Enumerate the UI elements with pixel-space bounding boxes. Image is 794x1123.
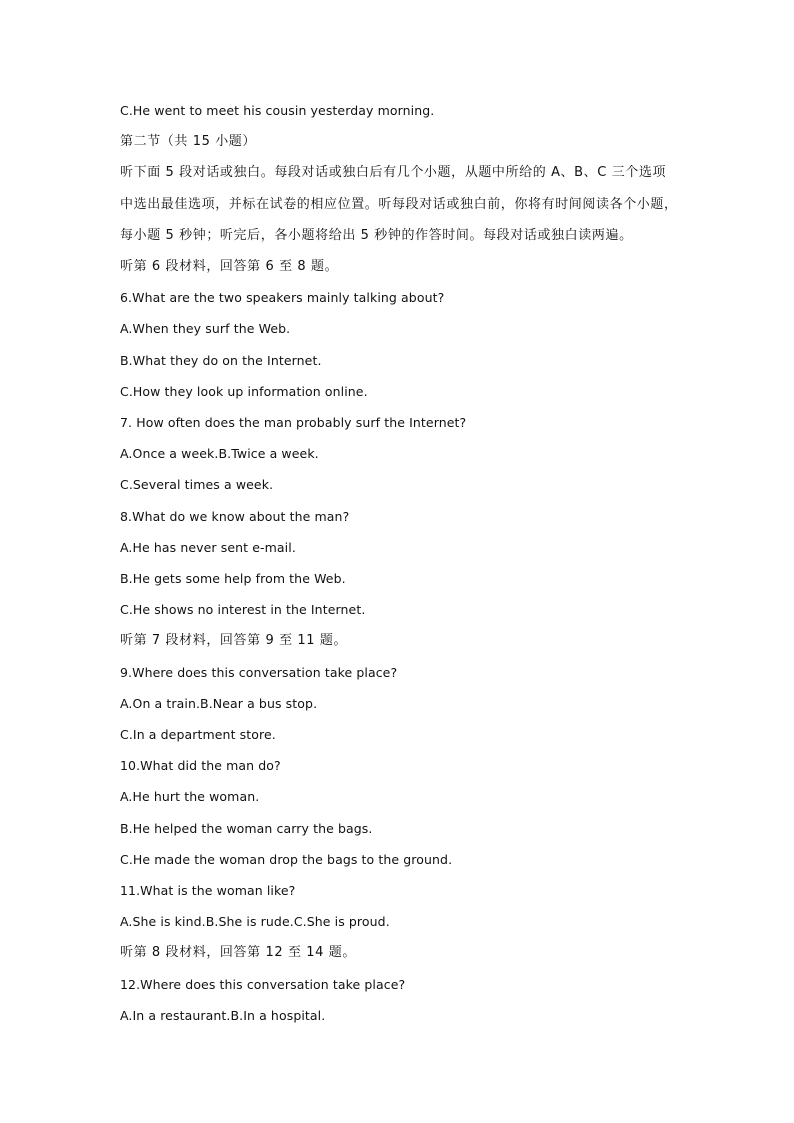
question-6: 6.What are the two speakers mainly talking about? bbox=[120, 290, 445, 305]
instructions-line-2: 中选出最佳选项，并标在试卷的相应位置。听每段对话或独白前，你将有时间阅读各个小题， bbox=[120, 197, 678, 212]
question-10: 10.What did the man do? bbox=[120, 758, 281, 773]
passage-8-heading: 听第 8 段材料，回答第 12 至 14 题。 bbox=[120, 945, 356, 960]
question-11: 11.What is the woman like? bbox=[120, 883, 296, 898]
q9-option-c: C.In a department store. bbox=[120, 727, 276, 742]
passage-7-heading: 听第 7 段材料，回答第 9 至 11 题。 bbox=[120, 633, 348, 648]
q12-options-a-b: A.In a restaurant.B.In a hospital. bbox=[120, 1008, 326, 1023]
q6-option-c: C.How they look up information online. bbox=[120, 384, 368, 399]
q10-option-a: A.He hurt the woman. bbox=[120, 789, 260, 804]
passage-6-heading: 听第 6 段材料，回答第 6 至 8 题。 bbox=[120, 259, 339, 274]
q7-option-c: C.Several times a week. bbox=[120, 477, 274, 492]
question-8: 8.What do we know about the man? bbox=[120, 509, 350, 524]
q6-option-b: B.What they do on the Internet. bbox=[120, 353, 322, 368]
q7-options-a-b: A.Once a week.B.Twice a week. bbox=[120, 446, 319, 461]
question-7: 7. How often does the man probably surf the Internet? bbox=[120, 415, 467, 430]
q8-option-c: C.He shows no interest in the Internet. bbox=[120, 602, 366, 617]
q9-options-a-b: A.On a train.B.Near a bus stop. bbox=[120, 696, 318, 711]
q8-option-b: B.He gets some help from the Web. bbox=[120, 571, 346, 586]
q10-option-c: C.He made the woman drop the bags to the ground. bbox=[120, 852, 453, 867]
section-two-heading: 第二节（共 15 小题） bbox=[120, 134, 257, 149]
q11-options: A.She is kind.B.She is rude.C.She is proud. bbox=[120, 914, 390, 929]
q10-option-b: B.He helped the woman carry the bags. bbox=[120, 821, 373, 836]
q6-option-a: A.When they surf the Web. bbox=[120, 321, 291, 336]
question-9: 9.Where does this conversation take place? bbox=[120, 665, 398, 680]
instructions-line-3: 每小题 5 秒钟；听完后，各小题将给出 5 秒钟的作答时间。每段对话或独白读两遍。 bbox=[120, 228, 633, 243]
instructions-line-1: 听下面 5 段对话或独白。每段对话或独白后有几个小题，从题中所给的 A、B、C 三个选项 bbox=[120, 165, 667, 180]
q8-option-a: A.He has never sent e-mail. bbox=[120, 540, 296, 555]
option-c-q5: C.He went to meet his cousin yesterday morning. bbox=[120, 103, 435, 118]
question-12: 12.Where does this conversation take place? bbox=[120, 977, 406, 992]
